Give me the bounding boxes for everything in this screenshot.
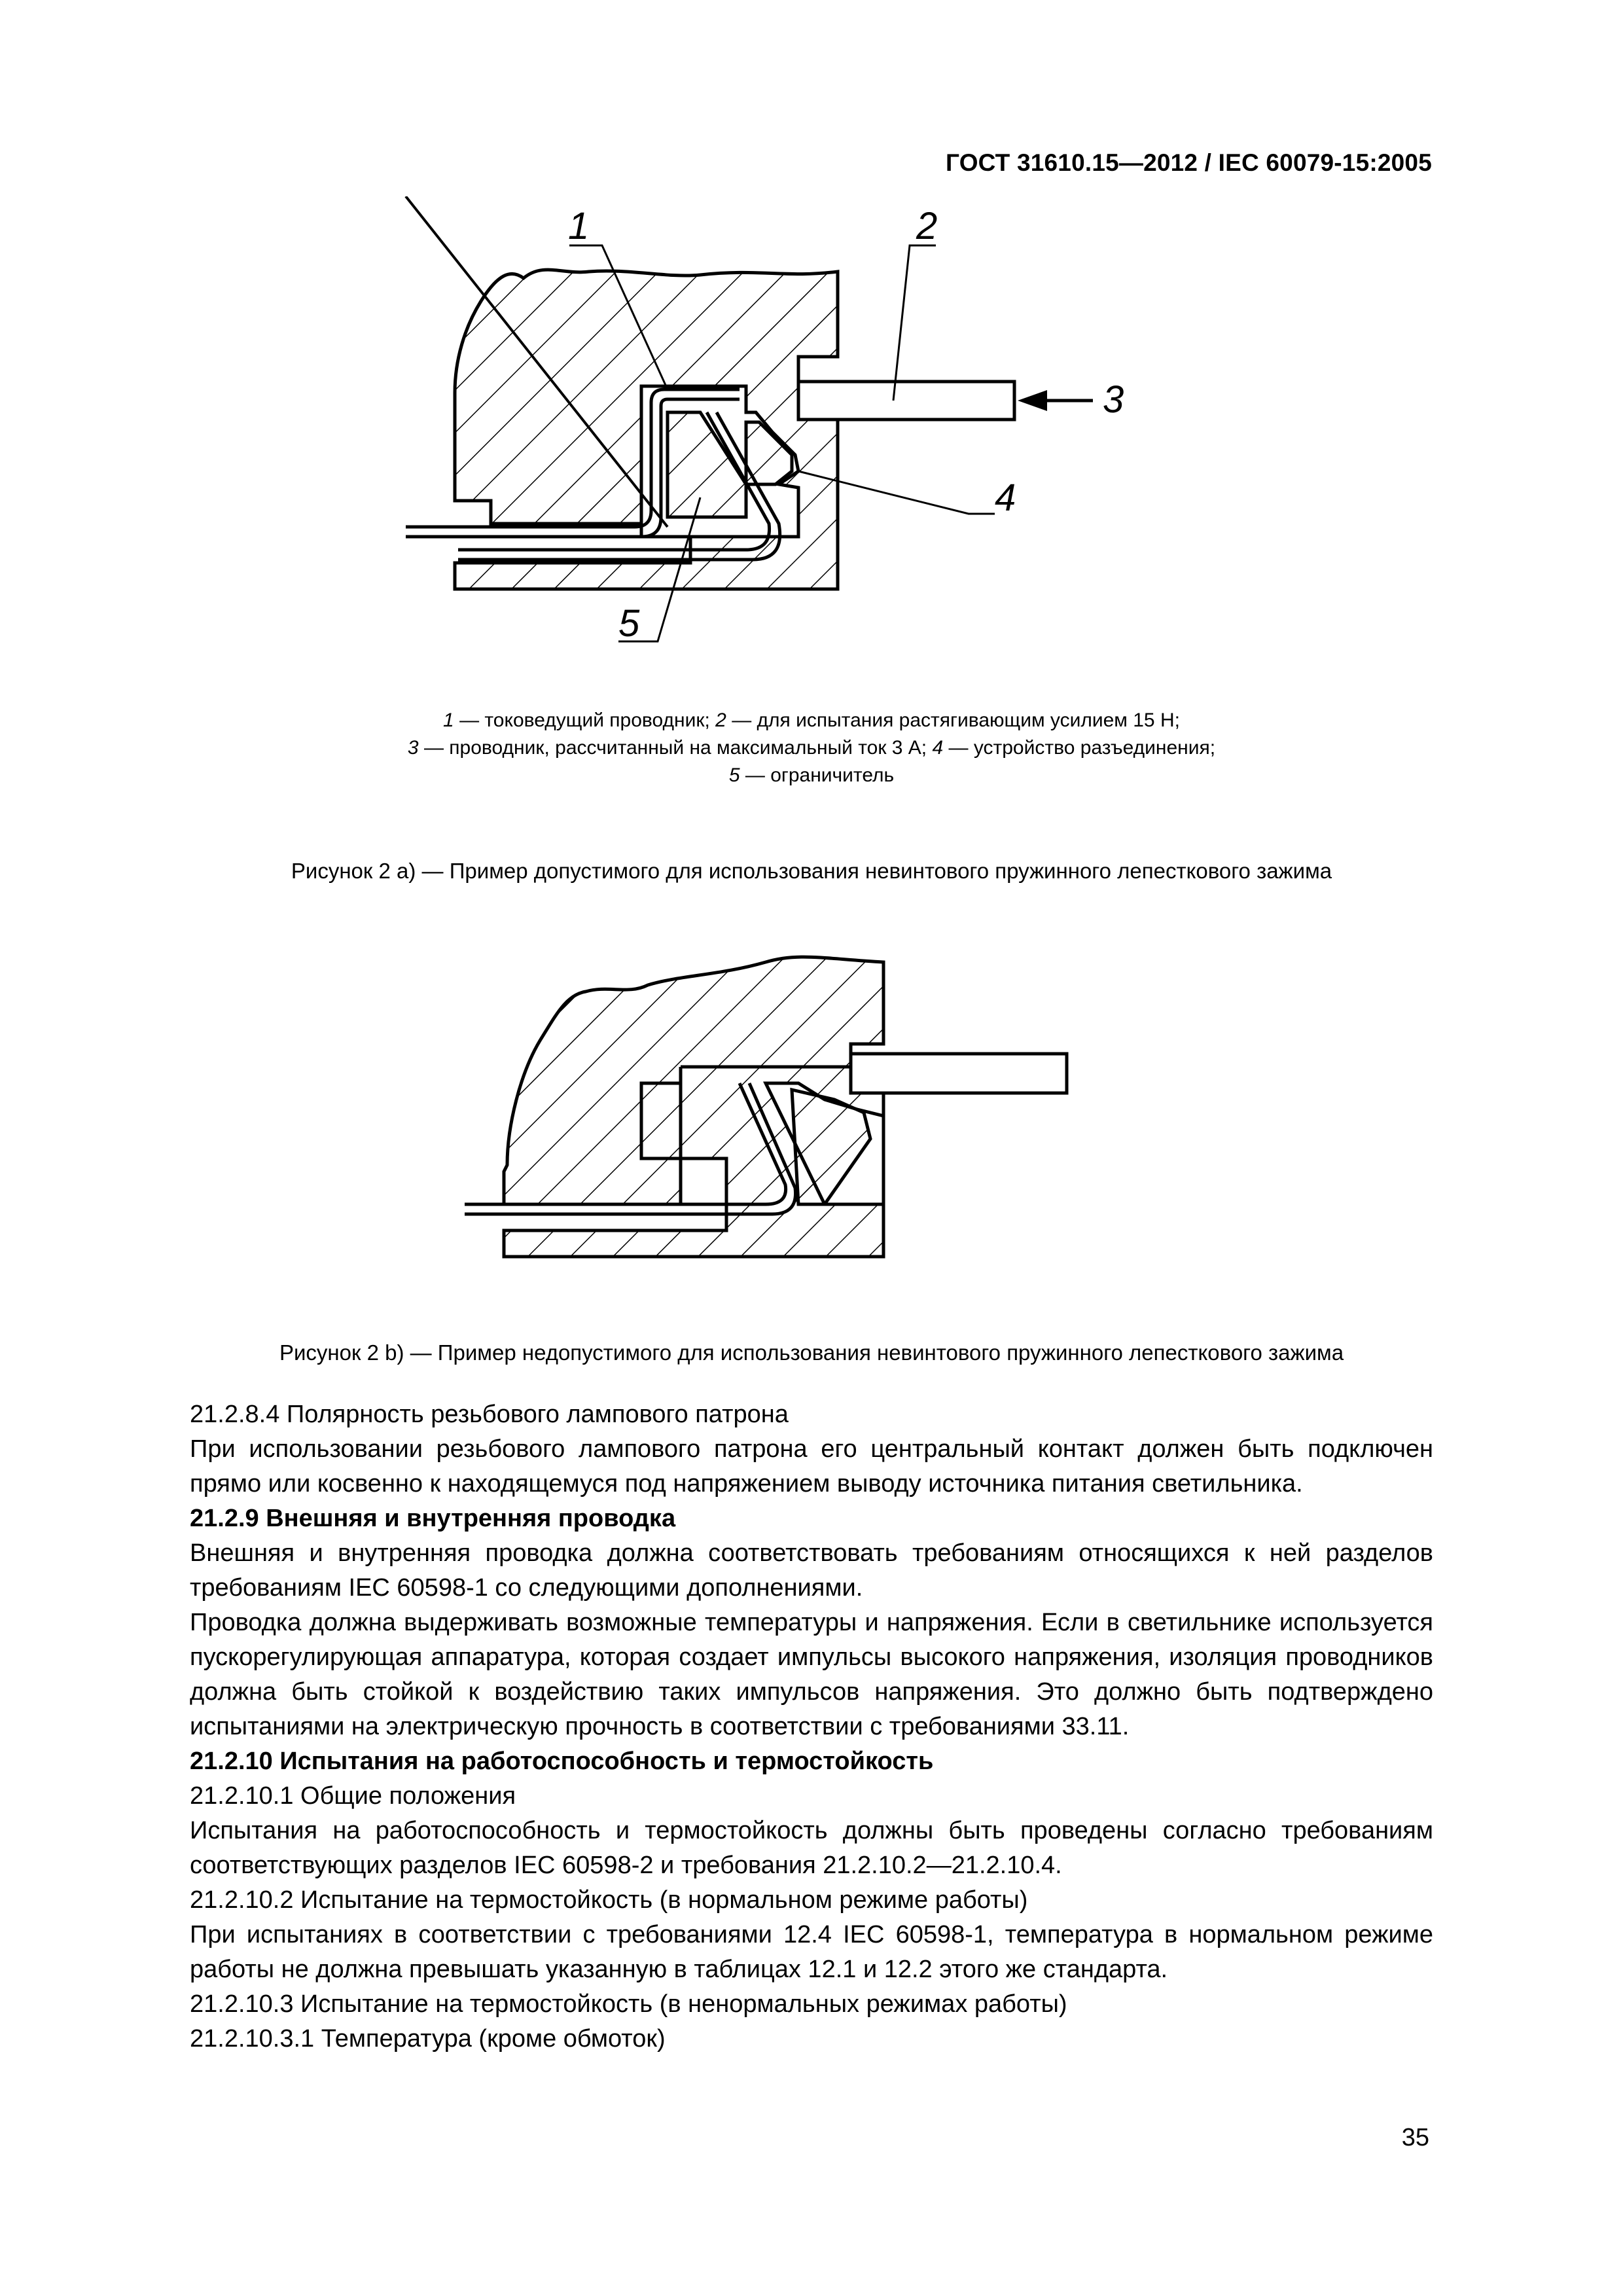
heading-21-2-10: 21.2.10 Испытания на работоспособность и термостойкость <box>190 1748 934 1775</box>
para-polarity: При использовании резьбового лампового патрона его центральный контакт должен быть подключен прямо или косвенно к находящемуся под напряжением выводу источника питания светильника. <box>190 1435 1433 1498</box>
label-3: 3 <box>1103 378 1124 421</box>
force-arrow <box>1018 390 1047 411</box>
figure-2b-drawing <box>458 942 1113 1283</box>
label-1: 1 <box>568 205 590 247</box>
figure-2a-legend: 1 — токоведущий проводник; 2 — для испытания растягивающим усилием 15 Н; 3 — проводник, рассчитанный на максимальный ток 3 А; 4 — устройство разъединения; 5 — ограничитель <box>407 709 1216 786</box>
para-21-2-10-2: 21.2.10.2 Испытание на термостойкость (в нормальном режиме работы) <box>190 1886 1028 1914</box>
page-number: 35 <box>1401 2124 1429 2151</box>
figure-2a-caption: Рисунок 2 а) — Пример допустимого для использования невинтового пружинного лепесткового зажима <box>291 859 1332 883</box>
figure-2b-caption: Рисунок 2 b) — Пример недопустимого для использования невинтового пружинного лепесткового зажима <box>279 1340 1344 1365</box>
para-wiring: Внешняя и внутренняя проводка должна соответствовать требованиям относящихся к ней разделов требованиям IEC 60598-1 со следующими дополнениями. <box>190 1539 1433 1602</box>
para-21-2-8-4: 21.2.8.4 Полярность резьбового лампового патрона <box>190 1401 789 1428</box>
para-wiring-temp: Проводка должна выдерживать возможные температуры и напряжения. Если в светильнике используется пускорегулирующая аппаратура, которая создает импульсы высокого напряжения, изоляция проводников должна быть стойкой к воздействию таких импульсов напряжения. Это должно быть подтверждено испытаниями на электрическую прочность в соответствии с требованиями 33.11. <box>190 1609 1433 1740</box>
para-21-2-10-3: 21.2.10.3 Испытание на термостойкость (в ненормальных режимах работы) <box>190 1990 1067 2018</box>
para-21-2-10-1: 21.2.10.1 Общие положения <box>190 1782 516 1810</box>
body-text <box>190 1397 1433 2056</box>
heading-21-2-9: 21.2.9 Внешняя и внутренняя проводка <box>190 1505 676 1532</box>
document-header: ГОСТ 31610.15—2012 / IEC 60079-15:2005 <box>946 149 1432 176</box>
label-5: 5 <box>618 602 640 645</box>
para-normal-mode: При испытаниях в соответствии с требованиями 12.4 IEC 60598-1, температура в нормальном режиме работы не должна превышать указанную в таблицах 12.1 и 12.2 этого же стандарта. <box>190 1921 1433 1983</box>
para-21-2-10-3-1: 21.2.10.3.1 Температура (кроме обмоток) <box>190 2025 666 2053</box>
figure-2a-drawing <box>393 196 1243 655</box>
label-4: 4 <box>995 476 1016 519</box>
label-2: 2 <box>916 205 938 247</box>
test-conductor <box>798 382 1014 420</box>
para-tests: Испытания на работоспособность и термостойкость должны быть проведены согласно требованиям соответствующих разделов IEC 60598-2 и требования 21.2.10.2—21.2.10.4. <box>190 1817 1433 1879</box>
